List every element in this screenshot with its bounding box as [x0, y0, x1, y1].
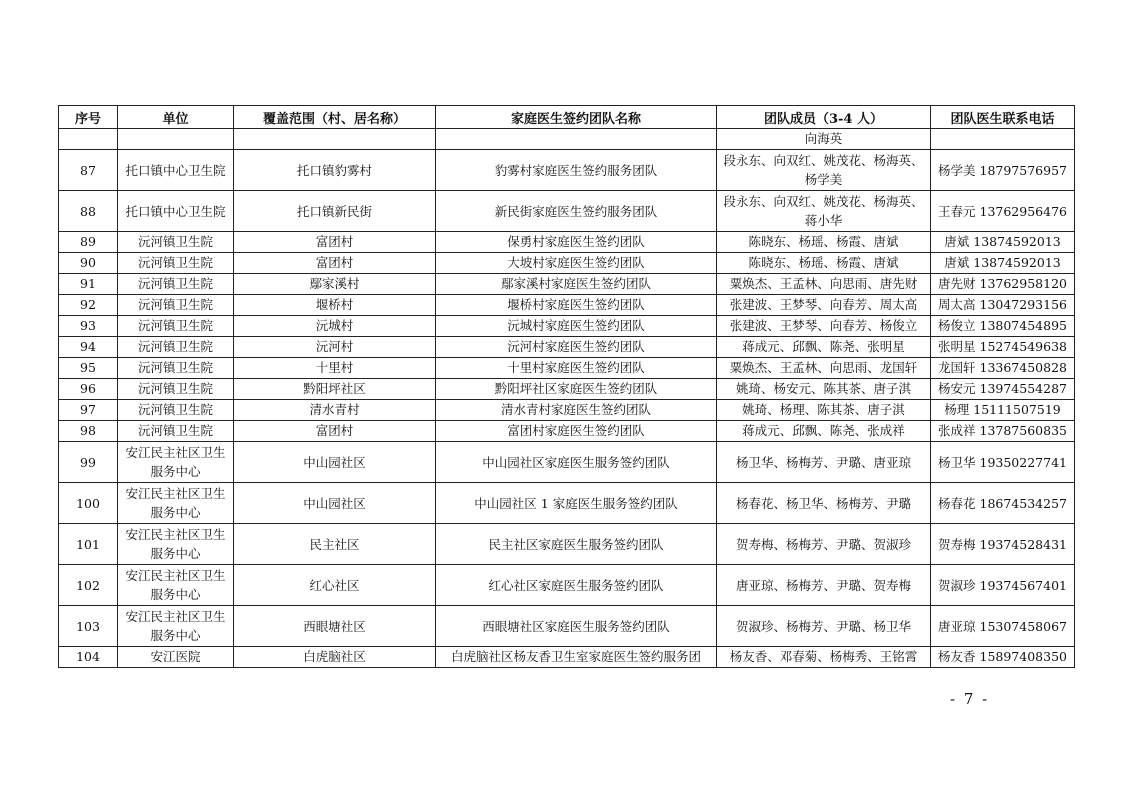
cell-no: 92 — [59, 295, 118, 316]
cell-phone: 王春元 13762956476 — [931, 191, 1075, 232]
cell-team: 中山园社区家庭医生服务签约团队 — [436, 442, 717, 483]
table-row — [59, 150, 1075, 191]
cell-members: 姚琦、杨安元、陈其茶、唐子淇 — [717, 379, 931, 400]
cell-team: 大坡村家庭医生签约团队 — [436, 253, 717, 274]
cell-team: 清水青村家庭医生签约团队 — [436, 400, 717, 421]
cell-phone: 杨安元 13974554287 — [931, 379, 1075, 400]
cell-team: 西眼塘社区家庭医生服务签约团队 — [436, 606, 717, 647]
cell-no: 101 — [59, 524, 118, 565]
table-row — [59, 358, 1075, 379]
table-row — [59, 316, 1075, 337]
cell-phone: 张明星 15274549638 — [931, 337, 1075, 358]
cell-no: 96 — [59, 379, 118, 400]
cell-coverage: 西眼塘社区 — [234, 606, 436, 647]
cell-no: 90 — [59, 253, 118, 274]
cell-unit: 安江医院 — [118, 647, 234, 668]
cell-unit: 安江民主社区卫生服务中心 — [118, 442, 234, 483]
cell-team: 红心社区家庭医生服务签约团队 — [436, 565, 717, 606]
cell-coverage — [234, 129, 436, 150]
cell-unit: 沅河镇卫生院 — [118, 295, 234, 316]
cell-no: 89 — [59, 232, 118, 253]
cell-coverage: 托口镇豹雾村 — [234, 150, 436, 191]
cell-unit: 沅河镇卫生院 — [118, 421, 234, 442]
cell-team: 沅城村家庭医生签约团队 — [436, 316, 717, 337]
cell-phone: 贺寿梅 19374528431 — [931, 524, 1075, 565]
cell-coverage: 中山园社区 — [234, 442, 436, 483]
cell-team: 鄢家溪村家庭医生签约团队 — [436, 274, 717, 295]
header-members: 团队成员（3-4 人） — [717, 106, 931, 129]
cell-phone: 唐亚琼 15307458067 — [931, 606, 1075, 647]
cell-members: 段永东、向双红、姚茂花、杨海英、蒋小华 — [717, 191, 931, 232]
table-row — [59, 421, 1075, 442]
cell-phone: 杨友香 15897408350 — [931, 647, 1075, 668]
cell-coverage: 十里村 — [234, 358, 436, 379]
cell-coverage: 富团村 — [234, 253, 436, 274]
cell-unit: 托口镇中心卫生院 — [118, 191, 234, 232]
cell-phone: 杨俊立 13807454895 — [931, 316, 1075, 337]
cell-team: 民主社区家庭医生服务签约团队 — [436, 524, 717, 565]
cell-unit: 安江民主社区卫生服务中心 — [118, 606, 234, 647]
cell-members: 陈晓东、杨瑶、杨霞、唐斌 — [717, 232, 931, 253]
cell-coverage: 黔阳坪社区 — [234, 379, 436, 400]
cell-unit: 托口镇中心卫生院 — [118, 150, 234, 191]
cell-unit: 沅河镇卫生院 — [118, 316, 234, 337]
page-number: - 7 - — [950, 690, 990, 708]
cell-team: 黔阳坪社区家庭医生签约团队 — [436, 379, 717, 400]
table-header-row — [59, 106, 1075, 129]
cell-phone: 杨春花 18674534257 — [931, 483, 1075, 524]
cell-no: 88 — [59, 191, 118, 232]
cell-members: 张建波、王梦琴、向春芳、杨俊立 — [717, 316, 931, 337]
cell-members: 陈晓东、杨瑶、杨霞、唐斌 — [717, 253, 931, 274]
table-row — [59, 337, 1075, 358]
header-team: 家庭医生签约团队名称 — [436, 106, 717, 129]
cell-unit: 沅河镇卫生院 — [118, 253, 234, 274]
cell-phone: 杨卫华 19350227741 — [931, 442, 1075, 483]
cell-unit: 沅河镇卫生院 — [118, 232, 234, 253]
cell-phone: 周太高 13047293156 — [931, 295, 1075, 316]
table-row — [59, 295, 1075, 316]
cell-members: 贺寿梅、杨梅芳、尹璐、贺淑珍 — [717, 524, 931, 565]
cell-members: 蒋成元、邱飘、陈尧、张成祥 — [717, 421, 931, 442]
cell-team: 十里村家庭医生签约团队 — [436, 358, 717, 379]
cell-coverage: 托口镇新民街 — [234, 191, 436, 232]
cell-coverage: 中山园社区 — [234, 483, 436, 524]
cell-phone: 张成祥 13787560835 — [931, 421, 1075, 442]
cell-members: 杨友香、邓春菊、杨梅秀、王铭霄 — [717, 647, 931, 668]
cell-members: 姚琦、杨理、陈其茶、唐子淇 — [717, 400, 931, 421]
header-coverage: 覆盖范围（村、居名称） — [234, 106, 436, 129]
cell-team: 沅河村家庭医生签约团队 — [436, 337, 717, 358]
cell-phone: 唐斌 13874592013 — [931, 232, 1075, 253]
table-row — [59, 253, 1075, 274]
cell-no: 91 — [59, 274, 118, 295]
cell-phone: 杨理 15111507519 — [931, 400, 1075, 421]
cell-unit: 沅河镇卫生院 — [118, 274, 234, 295]
table-row — [59, 274, 1075, 295]
cell-coverage: 富团村 — [234, 232, 436, 253]
cell-coverage: 富团村 — [234, 421, 436, 442]
cell-members: 蒋成元、邱飘、陈尧、张明星 — [717, 337, 931, 358]
contract-team-table-container — [58, 105, 1074, 668]
cell-coverage: 堰桥村 — [234, 295, 436, 316]
table-row — [59, 524, 1075, 565]
table-row — [59, 232, 1075, 253]
table-row — [59, 379, 1075, 400]
cell-team: 新民街家庭医生签约服务团队 — [436, 191, 717, 232]
cell-members: 杨春花、杨卫华、杨梅芳、尹璐 — [717, 483, 931, 524]
cell-unit: 安江民主社区卫生服务中心 — [118, 524, 234, 565]
cell-team: 白虎脑社区杨友香卫生室家庭医生签约服务团 — [436, 647, 717, 668]
cell-team: 豹雾村家庭医生签约服务团队 — [436, 150, 717, 191]
table-row — [59, 565, 1075, 606]
cell-team: 堰桥村家庭医生签约团队 — [436, 295, 717, 316]
cell-no: 100 — [59, 483, 118, 524]
cell-team: 富团村家庭医生签约团队 — [436, 421, 717, 442]
table-row — [59, 606, 1075, 647]
cell-no: 99 — [59, 442, 118, 483]
cell-no: 98 — [59, 421, 118, 442]
cell-team — [436, 129, 717, 150]
cell-phone: 唐斌 13874592013 — [931, 253, 1075, 274]
cell-members: 张建波、王梦琴、向春芳、周太高 — [717, 295, 931, 316]
cell-coverage: 清水青村 — [234, 400, 436, 421]
cell-coverage: 民主社区 — [234, 524, 436, 565]
cell-unit: 沅河镇卫生院 — [118, 400, 234, 421]
table-row — [59, 483, 1075, 524]
cell-no: 94 — [59, 337, 118, 358]
cell-phone: 贺淑珍 19374567401 — [931, 565, 1075, 606]
cell-members: 粟焕杰、王孟林、向思雨、唐先财 — [717, 274, 931, 295]
cell-no: 93 — [59, 316, 118, 337]
cell-coverage: 沅城村 — [234, 316, 436, 337]
table-row — [59, 442, 1075, 483]
cell-unit — [118, 129, 234, 150]
cell-team: 保勇村家庭医生签约团队 — [436, 232, 717, 253]
cell-unit: 沅河镇卫生院 — [118, 379, 234, 400]
cell-team: 中山园社区 1 家庭医生服务签约团队 — [436, 483, 717, 524]
cell-members: 唐亚琼、杨梅芳、尹璐、贺寿梅 — [717, 565, 931, 606]
cell-phone: 龙国轩 13367450828 — [931, 358, 1075, 379]
cell-phone: 杨学美 18797576957 — [931, 150, 1075, 191]
cell-no: 104 — [59, 647, 118, 668]
cell-coverage: 红心社区 — [234, 565, 436, 606]
table-row — [59, 129, 1075, 150]
cell-no: 87 — [59, 150, 118, 191]
cell-members: 杨卫华、杨梅芳、尹璐、唐亚琼 — [717, 442, 931, 483]
cell-no: 95 — [59, 358, 118, 379]
cell-no: 97 — [59, 400, 118, 421]
contract-team-table — [58, 105, 1075, 668]
cell-unit: 安江民主社区卫生服务中心 — [118, 483, 234, 524]
cell-no: 103 — [59, 606, 118, 647]
cell-coverage: 沅河村 — [234, 337, 436, 358]
cell-unit: 沅河镇卫生院 — [118, 337, 234, 358]
cell-coverage: 白虎脑社区 — [234, 647, 436, 668]
header-unit: 单位 — [118, 106, 234, 129]
cell-unit: 安江民主社区卫生服务中心 — [118, 565, 234, 606]
table-row — [59, 647, 1075, 668]
cell-phone: 唐先财 13762958120 — [931, 274, 1075, 295]
cell-no: 102 — [59, 565, 118, 606]
header-no: 序号 — [59, 106, 118, 129]
header-phone: 团队医生联系电话 — [931, 106, 1075, 129]
cell-members: 粟焕杰、王孟林、向思雨、龙国轩 — [717, 358, 931, 379]
cell-members: 段永东、向双红、姚茂花、杨海英、杨学美 — [717, 150, 931, 191]
cell-coverage: 鄢家溪村 — [234, 274, 436, 295]
table-row — [59, 191, 1075, 232]
cell-no — [59, 129, 118, 150]
cell-unit: 沅河镇卫生院 — [118, 358, 234, 379]
cell-members: 贺淑珍、杨梅芳、尹璐、杨卫华 — [717, 606, 931, 647]
table-row — [59, 400, 1075, 421]
cell-phone — [931, 129, 1075, 150]
cell-members: 向海英 — [717, 129, 931, 150]
